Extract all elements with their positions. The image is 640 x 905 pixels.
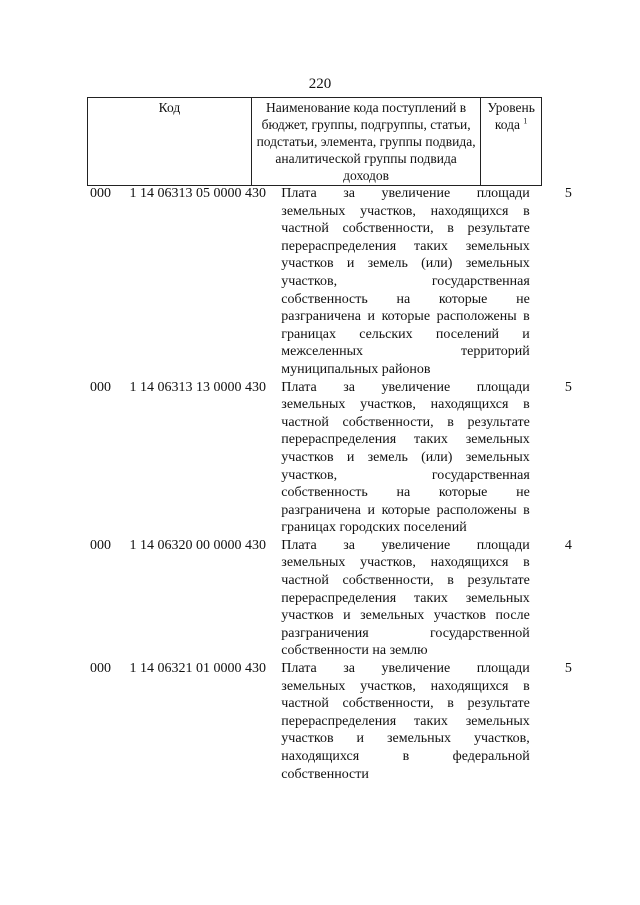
description-line: частной собственности, в результате [281,221,530,237]
row-prefix: 000 [90,186,111,201]
description-line: разграничена и которые расположены в [281,309,530,325]
description-line: частной собственности, в результате [281,573,530,589]
description-line: перераспределения таких земельных [281,590,530,606]
description-line: муниципальных районов [281,361,431,377]
description-line: находящихся в федеральной [281,749,530,764]
description-line: границах сельских поселений и [281,326,530,342]
row-prefix: 000 [90,537,111,553]
description-line: разграничена и которые расположены в [281,502,530,518]
description-line: земельных участков, находящихся в [281,203,530,219]
description-line: участков и земельных участков после [281,608,530,624]
row-code: 1 14 06313 13 0000 430 [129,379,266,395]
row-prefix: 000 [90,379,111,395]
description-line: собственность на которые не [281,485,530,501]
table-row [87,379,597,537]
description-line: земельных участков, находящихся в [281,397,530,413]
row-level: 5 [564,661,572,677]
description-line: частной собственности, в результате [281,696,530,712]
header-code: Код [88,98,252,186]
table-row [87,185,597,379]
row-description [281,660,530,783]
page-number: 220 [308,76,332,92]
row-description [281,379,530,537]
description-line: частной собственности, в результате [281,414,530,430]
row-code: 1 14 06321 01 0000 430 [129,661,266,677]
description-line: собственности на землю [281,643,428,659]
description-line: участков и земель (или) земельных [281,449,530,465]
description-line: перераспределения таких земельных [281,238,530,254]
description-line: Плата за увеличение площади [281,186,530,201]
row-level: 5 [564,186,572,201]
header-level-line2-wrap [484,116,538,133]
header-level [481,98,542,186]
row-prefix: 000 [90,661,111,677]
footnote-marker: 1 [523,116,528,126]
row-level: 5 [564,379,572,395]
table-header [87,97,542,186]
description-line: Плата за увеличение площади [281,661,530,677]
row-code: 1 14 06313 05 0000 430 [129,186,266,201]
row-description [281,537,530,660]
description-line: участков и земельных участков, [281,731,530,747]
header-name [251,98,480,186]
row-level: 4 [564,537,572,553]
description-line: перераспределения таких земельных [281,713,530,729]
description-line: границах городских поселений [281,520,467,536]
description-line: участков и земель (или) земельных [281,256,530,272]
description-line: перераспределения таких земельных [281,432,530,448]
description-line: участков, государственная [281,273,530,289]
row-code: 1 14 06320 00 0000 430 [129,537,266,553]
row-description [281,185,530,379]
header-name-line: Наименование кода поступлений в [266,100,467,115]
description-line: собственность на которые не [281,291,530,307]
table-row [87,537,597,660]
header-name-line: бюджет, группы, подгруппы, статьи, [261,117,471,132]
code-rows [87,185,597,783]
header-level-line1: Уровень [487,100,535,115]
description-line: межселенных территорий [281,344,530,360]
description-line: участков, государственная [281,467,530,483]
header-name-line: подстатьи, элемента, группы подвида, [256,134,476,149]
header-level-line2: кода [494,117,521,132]
description-line: собственности [281,766,369,782]
table-row [87,660,597,783]
header-row [88,98,542,186]
description-line: Плата за увеличение площади [281,537,530,553]
header-name-line: аналитической группы подвида доходов [275,151,457,183]
description-line: разграничения государственной [281,625,530,641]
description-line: Плата за увеличение площади [281,379,530,395]
description-line: земельных участков, находящихся в [281,555,530,571]
description-line: земельных участков, находящихся в [281,678,530,694]
